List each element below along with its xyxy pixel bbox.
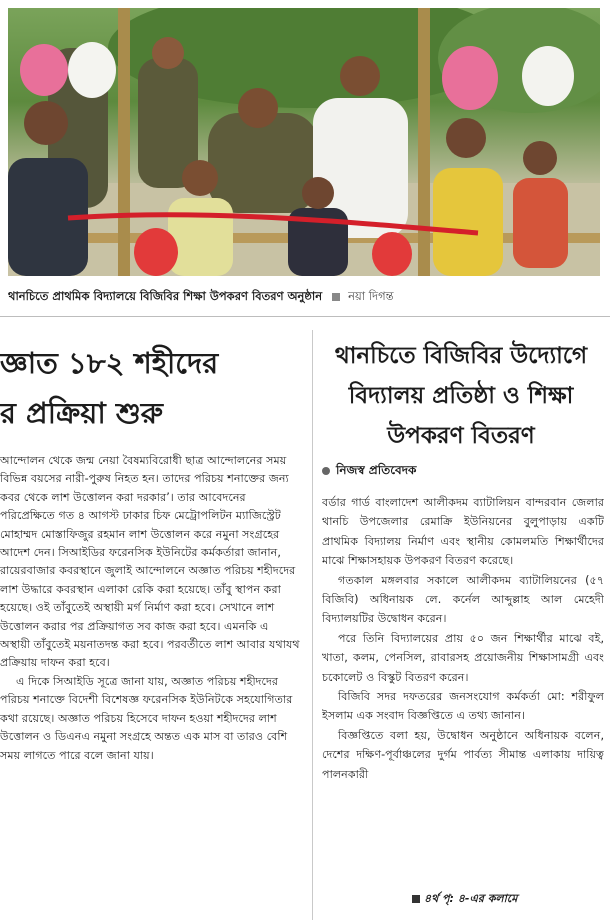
right-headline-line1: থানচিতে বিজিবির উদ্যোগে: [334, 342, 588, 369]
photo-caption: [8, 288, 600, 310]
caption-text: থানচিতে প্রাথমিক বিদ্যালয়ে বিজিবির শিক্ষা উপকরণ বিতরণ অনুষ্ঠান: [8, 289, 323, 303]
right-headline: [318, 336, 604, 456]
left-headline-line2: র প্রক্রিয়া শুরু: [0, 396, 164, 430]
photo-illustration: [8, 8, 600, 276]
left-headline-line1: জ্ঞাত ১৮২ শহীদের: [0, 346, 219, 380]
continuation-note: [412, 890, 517, 909]
continuation-text: ৪র্থ পৃ: ৪-এর কলামে: [424, 892, 518, 905]
right-headline-line3: উপকরণ বিতরণ: [387, 422, 535, 449]
bullet-dot-icon: [322, 467, 330, 475]
left-article-body: [0, 452, 300, 917]
horizontal-rule: [0, 316, 610, 317]
right-paragraph: বিজ্ঞপ্তিতে বলা হয়, উদ্বোধন অনুষ্ঠানে অধিনায়ক বলেন, দেশের দক্ষিণ-পূর্বাঞ্চলের দুর্গম পার্বত্য সীমান্ত এলাকায় দায়িত্ব পালনকারী: [322, 728, 604, 781]
caption-source: নয়া দিগন্ত: [348, 289, 394, 303]
byline-text: নিজস্ব প্রতিবেদক: [336, 463, 417, 477]
right-paragraph: বিজিবি সদর দফতরের জনসংযোগ কর্মকর্তা মো: শরীফুল ইসলাম এক সংবাদ বিজ্ঞপ্তিতে এ তথ্য জানান।: [322, 690, 604, 723]
right-article-body: [322, 493, 604, 889]
right-headline-line2: বিদ্যালয় প্রতিষ্ঠা ও শিক্ষা: [348, 382, 574, 409]
square-bullet-icon: [332, 293, 340, 301]
right-paragraph: পরে তিনি বিদ্যালয়ের প্রায় ৫০ জন শিক্ষার্থীর মাঝে বই, খাতা, কলম, পেনসিল, রাবারসহ প্রয়োজনীয় শিক্ষাসামগ্রী এবং চকোলেট ও বিস্কুট বিতরণ করেন।: [322, 631, 604, 684]
left-paragraph: এ দিকে সিআইডি সূত্রে জানা যায়, অজ্ঞাত পরিচয় শহীদদের পরিচয় শনাক্তে বিদেশী বিশেষজ্ঞ ফরেনসিক ইউনিটকে সহযোগিতার কথা রয়েছে। অজ্ঞাত পরিচয় হিসেবে দাফন হওয়া শহীদদের লাশ উত্তোলন ও ডিএনএ নমুনা সংগ্রহে অন্তত এক মাস বা তারও বেশি সময় লাগতে পারে বলে জানা যায়।: [0, 674, 293, 762]
left-headline: [0, 338, 300, 438]
column-divider: [312, 330, 313, 920]
right-paragraph: বর্ডার গার্ড বাংলাদেশ আলীকদম ব্যাটালিয়ন বান্দরবান জেলার থানচি উপজেলার রেমাক্রি ইউনিয়নের বুলুপাড়ায় একটি প্রাথমিক বিদ্যালয় নির্মাণ এবং স্থানীয় কোমলমতি শিক্ষার্থীদের মাঝে শিক্ষাসহায়ক উপকরণ বিতরণ করেছে।: [322, 496, 604, 568]
left-paragraph: আন্দোলন থেকে জন্ম নেয়া বৈষম্যবিরোধী ছাত্র আন্দোলনের সময় বিভিন্ন বয়সের নারী-পুরুষ নিহত হন। তাদের পরিচয় শনাক্তের জন্য কবর থেকে লাশ উত্তোলন করা দরকার’। তার আবেদনের পরিপ্রেক্ষিতে গত ৪ আগস্ট ঢাকার চিফ মেট্রোপলিটন ম্যাজিস্ট্রেট মোহাম্মদ মোস্তাফিজুর রহমান লাশ উত্তোলন করে নমুনা সংগ্রহের আদেশ দেন। সিআইডির ফরেনসিক ইউনিটের কর্মকর্তারা জানান, রায়েরবাজার কবরস্থানে জুলাই আন্দোলনে অজ্ঞাত পরিচয় শহীদদের লাশ উদ্ধারে কবরস্থান এলাকা রেকি করা হয়েছে। তাঁবু স্থাপন করা হয়েছে। ওই তাঁবুতেই অস্থায়ী মর্গ নির্মাণ করা হবে। সেখানে লাশ উত্তোলন করার পর প্রক্রিয়াগত সব কাজ করা হবে। এমনকি এ অস্থায়ী তাঁবুতেই ময়নাতদন্ত করা হবে। পরবর্তীতে লাশ আবার যথাযথ প্রক্রিয়ায় দাফন করা হবে।: [0, 454, 300, 670]
byline: [322, 462, 416, 482]
right-paragraph: গতকাল মঙ্গলবার সকালে আলীকদম ব্যাটালিয়নের (৫৭ বিজিবি) অধিনায়ক লে. কর্নেল আব্দুল্লাহ আল মেহেদী বিদ্যালয়টির উদ্বোধন করেন।: [322, 573, 604, 626]
news-photo: [8, 8, 600, 276]
square-bullet-icon: [412, 895, 420, 903]
balloon-icon: [20, 44, 68, 96]
officer-figure: [208, 113, 318, 213]
